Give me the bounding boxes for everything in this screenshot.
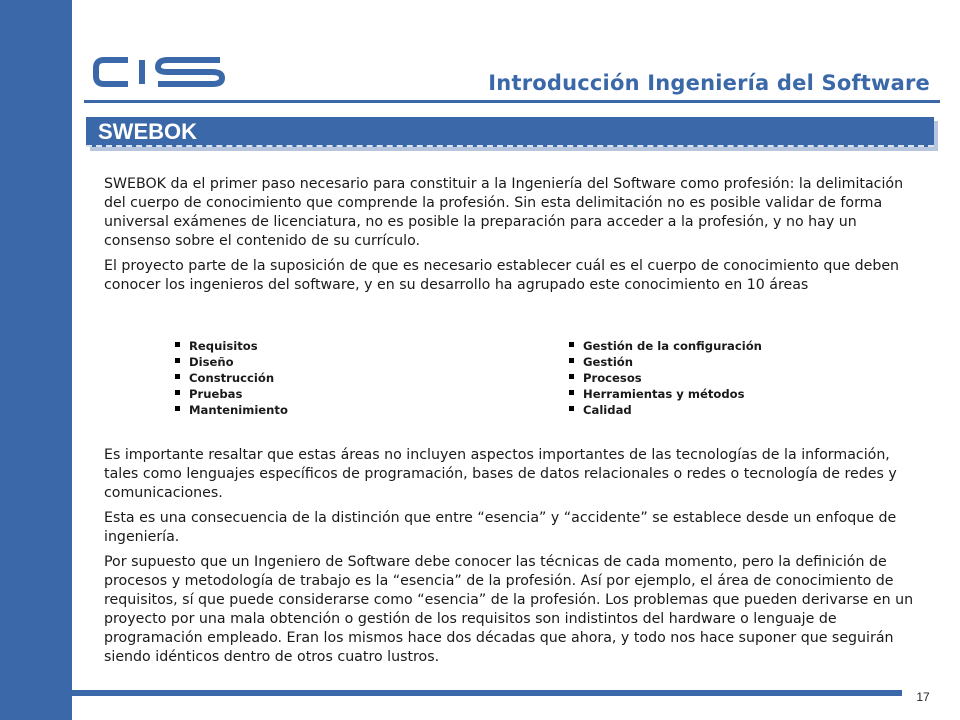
list-item: Pruebas bbox=[172, 386, 288, 402]
list-item: Herramientas y métodos bbox=[566, 386, 762, 402]
paragraph: Esta es una consecuencia de la distinción que entre “esencia” y “accidente” se establece desde un enfoque de ingeniería. bbox=[104, 510, 897, 545]
footer-divider bbox=[72, 690, 902, 696]
body-text-upper bbox=[104, 175, 924, 301]
list-item: Calidad bbox=[566, 402, 762, 418]
paragraph: Es importante resaltar que estas áreas no incluyen aspectos importantes de las tecnologías de la información, tales como lenguajes específicos de programación, bases de datos relacionales o redes o tecnología de redes y comunicaciones. bbox=[104, 447, 897, 501]
section-banner bbox=[86, 117, 934, 147]
list-item: Gestión bbox=[566, 354, 762, 370]
list-item: Procesos bbox=[566, 370, 762, 386]
left-accent-bar bbox=[0, 0, 72, 720]
list-item: Mantenimiento bbox=[172, 402, 288, 418]
body-text-lower bbox=[104, 446, 924, 673]
knowledge-areas-list-left bbox=[172, 338, 288, 418]
section-title: SWEBOK bbox=[98, 119, 197, 144]
paragraph: Por supuesto que un Ingeniero de Software debe conocer las técnicas de cada momento, pero la definición de procesos y metodología de trabajo es la “esencia” de la profesión. Así por ejemplo, el área de conocimiento de requisitos, sí que puede considerarse como “esencia” de la profesión. Los problemas que pueden derivarse en un proyecto por una mala obtención o gestión de los requisitos son indistintos del hardware o lenguaje de programación empleado. Eran los mismos hace dos décadas que ahora, y todo nos hace suponer que seguirán siendo idénticos dentro de otros cuatro lustros. bbox=[104, 554, 914, 665]
cis-logo bbox=[92, 52, 226, 92]
paragraph: El proyecto parte de la suposición de que es necesario establecer cuál es el cuerpo de conocimiento que deben conocer los ingenieros del software, y en su desarrollo ha agrupado este conocimiento en 10 áreas bbox=[104, 258, 900, 293]
knowledge-areas-list-right bbox=[566, 338, 762, 418]
list-item: Gestión de la configuración bbox=[566, 338, 762, 354]
page-number: 17 bbox=[916, 690, 930, 704]
list-item: Diseño bbox=[172, 354, 288, 370]
paragraph: SWEBOK da el primer paso necesario para constituir a la Ingeniería del Software como profesión: la delimitación del cuerpo de conocimiento que comprende la profesión. Sin esta delimitación no es posible validar de forma universal exámenes de licenciatura, no es posible la preparación para acceder a la profesión, y no hay un consenso sobre el contenido de su currículo. bbox=[104, 176, 904, 249]
list-item: Construcción bbox=[172, 370, 288, 386]
presentation-title: Introducción Ingeniería del Software bbox=[488, 71, 930, 95]
list-item: Requisitos bbox=[172, 338, 288, 354]
header-divider bbox=[84, 100, 940, 103]
